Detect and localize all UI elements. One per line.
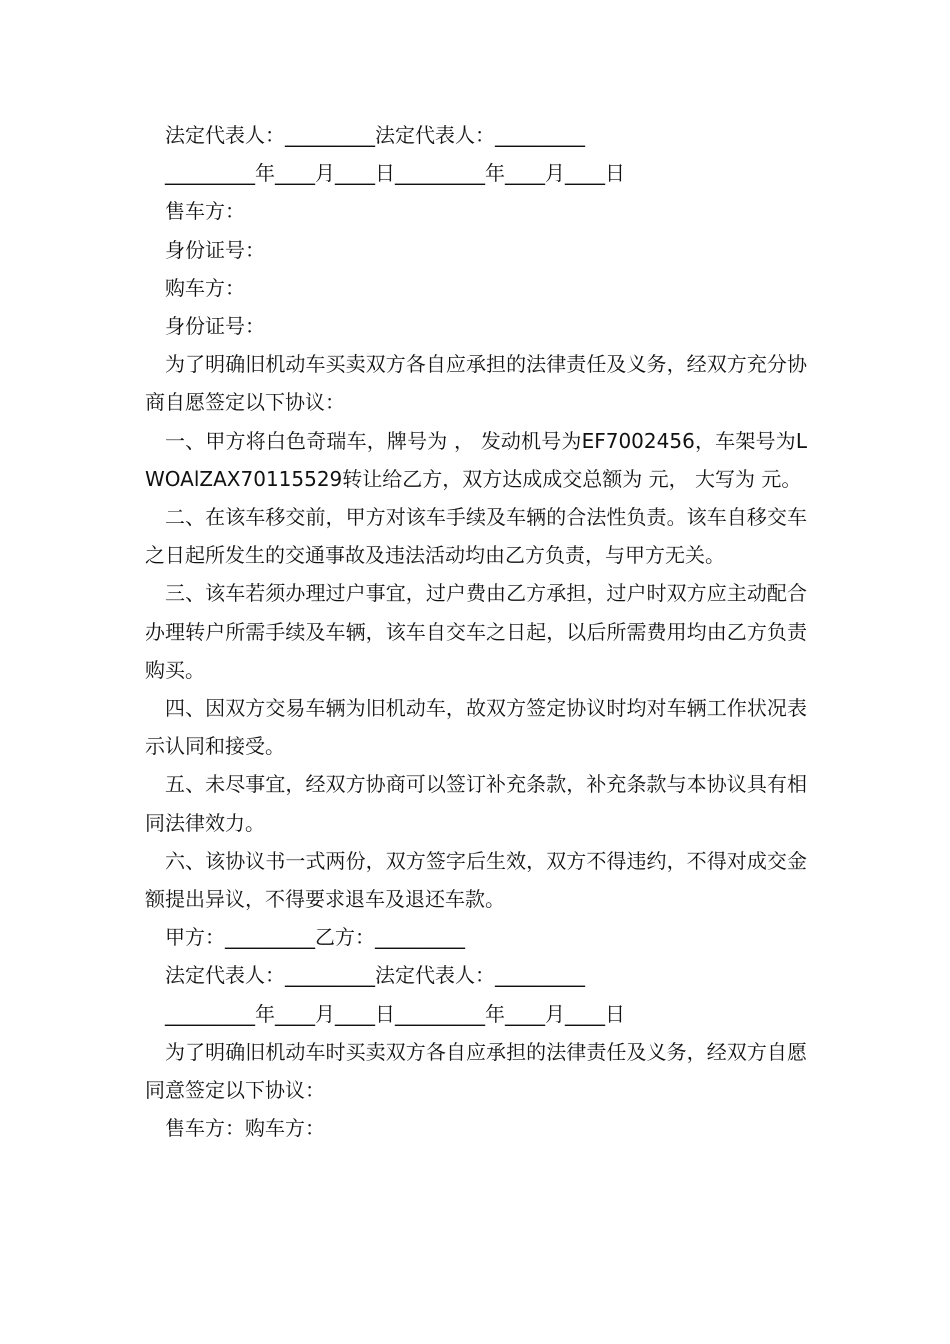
intro-paragraph: 为了明确旧机动车买卖双方各自应承担的法律责任及义务，经双方充分协商自愿签定以下协议： — [145, 352, 807, 415]
clause-4: 四、因双方交易车辆为旧机动车，故双方签定协议时均对车辆工作状况表示认同和接受。 — [145, 696, 807, 759]
seller-label: 售车方： — [165, 199, 245, 224]
seller-id-label: 身份证号： — [165, 237, 265, 262]
date-line-top: _________年____月____日_________年____月____日 — [165, 161, 625, 186]
second-intro-paragraph: 为了明确旧机动车时买卖双方各自应承担的法律责任及义务，经双方自愿同意签定以下协议： — [145, 1039, 807, 1103]
clause-1: 一、甲方将白色奇瑞车，牌号为 ， 发动机号为EF7002456，车架号为LWOAlZAX70115529转让给乙方，双方达成成交总额为 元， 大写为 元。 — [145, 428, 807, 491]
clause-6: 六、该协议书一式两份，双方签字后生效，双方不得违约，不得对成交金额提出异议，不得要求退车及退还车款。 — [145, 848, 807, 912]
legal-rep-line-top: 法定代表人：_________法定代表人：_________ — [165, 123, 585, 147]
date-line-bottom: _________年____月____日_________年____月____日 — [165, 1001, 625, 1026]
legal-rep-line-bottom: 法定代表人：_________法定代表人：_________ — [165, 963, 585, 988]
document-body — [145, 116, 807, 1147]
clause-5: 五、未尽事宜，经双方协商可以签订补充条款，补充条款与本协议具有相同法律效力。 — [145, 772, 807, 835]
clause-3: 三、该车若须办理过户事宜，过户费由乙方承担，过户时双方应主动配合办理转户所需手续及车辆，该车自交车之日起，以后所需费用均由乙方负责购买。 — [145, 581, 807, 682]
second-parties-line: 售车方：购车方： — [165, 1116, 325, 1141]
buyer-id-label: 身份证号： — [165, 314, 265, 339]
clause-2: 二、在该车移交前，甲方对该车手续及车辆的合法性负责。该车自移交车之日起所发生的交通事故及违法活动均由乙方负责，与甲方无关。 — [145, 505, 807, 568]
party-signature-line: 甲方：_________乙方：_________ — [165, 925, 465, 950]
buyer-label: 购车方： — [165, 275, 245, 300]
